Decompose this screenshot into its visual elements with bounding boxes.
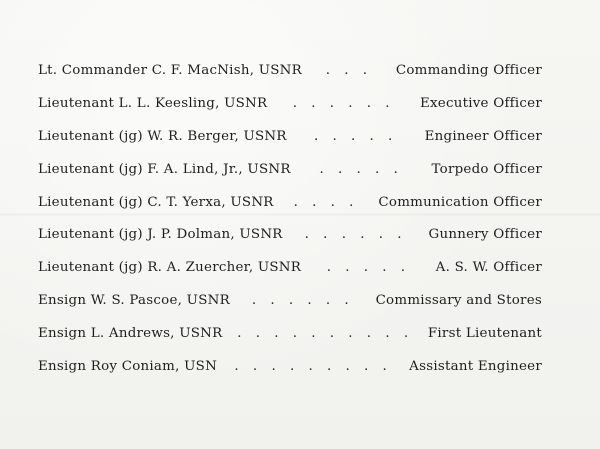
roster-row <box>38 359 542 392</box>
officer-name: Lieutenant L. L. Keesling, USNR <box>38 95 268 111</box>
officer-name: Ensign Roy Coniam, USN <box>38 359 218 375</box>
leader-dots: . . . . . <box>319 161 403 177</box>
leader-dots: . . . . . . <box>292 95 395 111</box>
roster-row <box>38 96 542 129</box>
officer-role: Gunnery Officer <box>428 227 542 243</box>
roster-row <box>38 260 542 293</box>
roster-row <box>38 195 542 228</box>
leader-dots: . . . . . . <box>251 293 354 309</box>
officer-role: Assistant Engineer <box>409 359 542 375</box>
leader-dots: . . . . <box>293 194 359 210</box>
roster-row <box>38 227 542 260</box>
leader-dots: . . . . . . . . . <box>234 359 392 375</box>
leader-dots: . . . <box>325 63 373 78</box>
officer-name: Ensign L. Andrews, USNR <box>38 326 223 342</box>
roster-row <box>38 162 542 195</box>
roster-row <box>38 326 542 359</box>
officer-role: Commissary and Stores <box>375 293 542 309</box>
officer-name: Lieutenant (jg) J. P. Dolman, USNR <box>38 227 283 243</box>
officer-name: Lieutenant (jg) W. R. Berger, USNR <box>38 128 287 144</box>
officer-role: Commanding Officer <box>395 63 542 78</box>
officer-name: Lieutenant (jg) F. A. Lind, Jr., USNR <box>38 161 291 177</box>
roster-row <box>38 63 542 96</box>
officer-name: Lieutenant (jg) R. A. Zuercher, USNR <box>38 260 302 276</box>
leader-dots: . . . . . . . . . . <box>237 326 414 342</box>
leader-dots: . . . . . <box>326 260 411 276</box>
officer-name: Lt. Commander C. F. MacNish, USNR <box>38 63 302 78</box>
officer-role: Communication Officer <box>378 194 542 210</box>
leader-dots: . . . . . . <box>304 227 407 243</box>
officer-name: Lieutenant (jg) C. T. Yerxa, USNR <box>38 194 274 210</box>
roster-row <box>38 293 542 326</box>
officer-roster <box>38 63 542 392</box>
roster-row <box>38 129 542 162</box>
officer-role: A. S. W. Officer <box>435 260 542 276</box>
officer-role: First Lieutenant <box>427 326 542 342</box>
officer-role: Torpedo Officer <box>431 161 542 177</box>
officer-name: Ensign W. S. Pascoe, USNR <box>38 293 230 309</box>
officer-role: Engineer Officer <box>424 128 542 144</box>
leader-dots: . . . . . <box>314 128 398 144</box>
officer-role: Executive Officer <box>419 95 542 111</box>
